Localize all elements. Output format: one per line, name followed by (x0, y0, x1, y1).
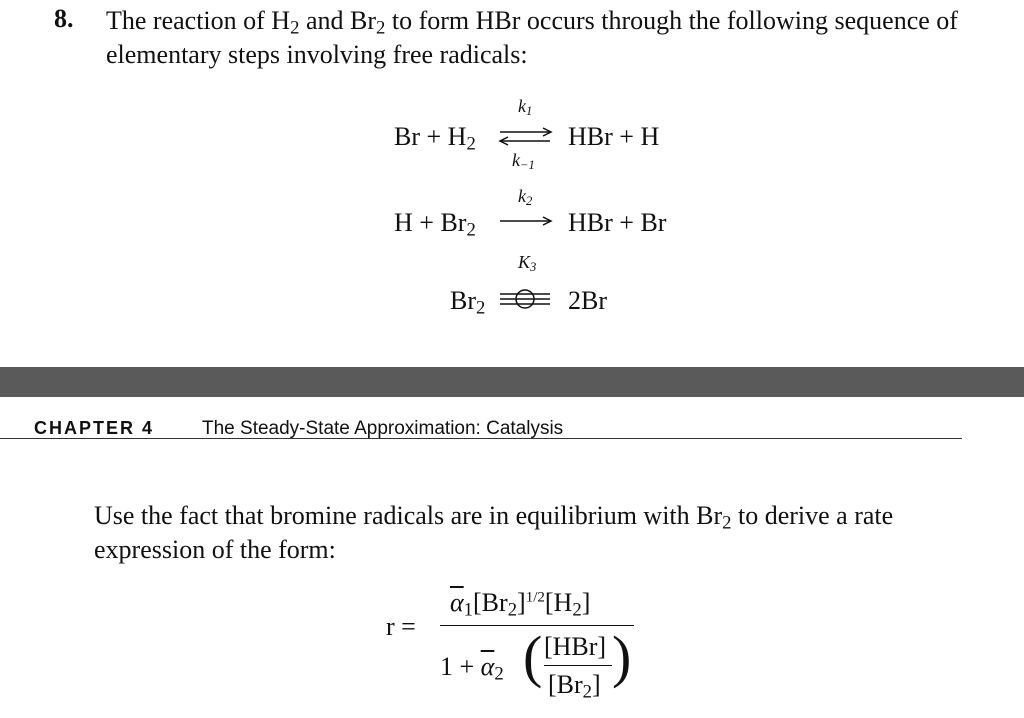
inner-fraction-bar (544, 665, 612, 666)
chapter-label: CHAPTER 4 (34, 418, 155, 438)
problem-text-suffix: to form HBr occurs through the following sequence of elementary steps involving free radicals: (106, 6, 958, 69)
forward-arrow-icon (498, 214, 554, 228)
k2-sub: 2 (526, 194, 533, 209)
inner-den-sub: 2 (582, 681, 593, 703)
reaction-2-k (518, 186, 532, 207)
problem-sub-1: 2 (290, 17, 300, 39)
reaction-1-k-forward (518, 96, 532, 117)
num-br2-sub: 2 (507, 599, 518, 621)
problem-number: 8. (54, 4, 74, 33)
problem-sub-2: 2 (376, 17, 386, 39)
inner-numerator: [HBr] (544, 632, 607, 661)
k2-symbol: k (518, 186, 526, 206)
num-exponent: 1/2 (525, 589, 545, 606)
reaction-1-left: Br + H (394, 122, 467, 151)
instruction-prefix: Use the fact that bromine radicals are in equilibrium with Br (94, 501, 723, 530)
num-h2-open: [H (544, 588, 573, 617)
k-minus-1-sub: −1 (520, 158, 535, 173)
page-divider-band (0, 367, 1024, 397)
reaction-3-reactants (450, 286, 486, 319)
right-paren: ) (612, 624, 632, 689)
reaction-1-products: HBr + H (568, 122, 660, 151)
reaction-3-left-sub: 2 (476, 297, 486, 319)
inner-denominator (548, 670, 601, 703)
instruction-paragraph (94, 499, 994, 567)
alpha-2-symbol: $\overline{\alpha}$ (480, 652, 495, 681)
reaction-3-K (518, 252, 536, 273)
alpha-1-symbol: $\overline{\alpha}$ (450, 588, 464, 617)
equation-numerator (450, 588, 591, 621)
reaction-1-k-reverse (512, 150, 535, 171)
reaction-2-reactants (394, 208, 476, 241)
reaction-2-products: HBr + Br (568, 208, 667, 237)
num-br2-open: [Br (473, 588, 508, 617)
k1-symbol: k (518, 96, 526, 116)
inner-den-open: [Br (548, 670, 583, 699)
num-h2-sub: 2 (572, 599, 582, 621)
problem-text-mid: and Br (299, 6, 376, 35)
instruction-suffix: to derive a rate expression of the form: (94, 501, 894, 564)
reaction-2-left-sub: 2 (466, 219, 476, 241)
reaction-3-left: Br (450, 286, 476, 315)
equilibrium-circle-icon (498, 286, 554, 310)
reaction-3-products: 2Br (568, 286, 607, 315)
instruction-sub: 2 (722, 512, 732, 534)
equilibrium-arrows-icon (498, 126, 554, 148)
left-paren: ( (523, 624, 543, 689)
K3-symbol: K (518, 252, 531, 272)
reaction-1-reactants (394, 122, 476, 155)
reaction-2-left: H + Br (394, 208, 467, 237)
alpha-1-sub: 1 (463, 599, 474, 621)
equation-lhs: r = (386, 612, 416, 641)
num-br2-close: ] (517, 588, 526, 617)
inner-den-close: ] (592, 670, 601, 699)
reaction-1-left-sub: 2 (466, 133, 476, 155)
den-one-plus-alpha (440, 652, 504, 685)
alpha-2-sub: 2 (494, 663, 504, 685)
problem-text-prefix: The reaction of H (106, 6, 291, 35)
problem-statement (106, 4, 1006, 72)
chapter-title: The Steady-State Approximation: Catalysis (202, 418, 564, 439)
K3-sub: 3 (530, 260, 537, 275)
k1-sub: 1 (526, 104, 533, 119)
num-h2-close: ] (581, 588, 591, 617)
k-minus-1-symbol: k (512, 150, 520, 170)
chapter-rule (0, 438, 962, 439)
den-one-plus: 1 + (440, 652, 475, 681)
